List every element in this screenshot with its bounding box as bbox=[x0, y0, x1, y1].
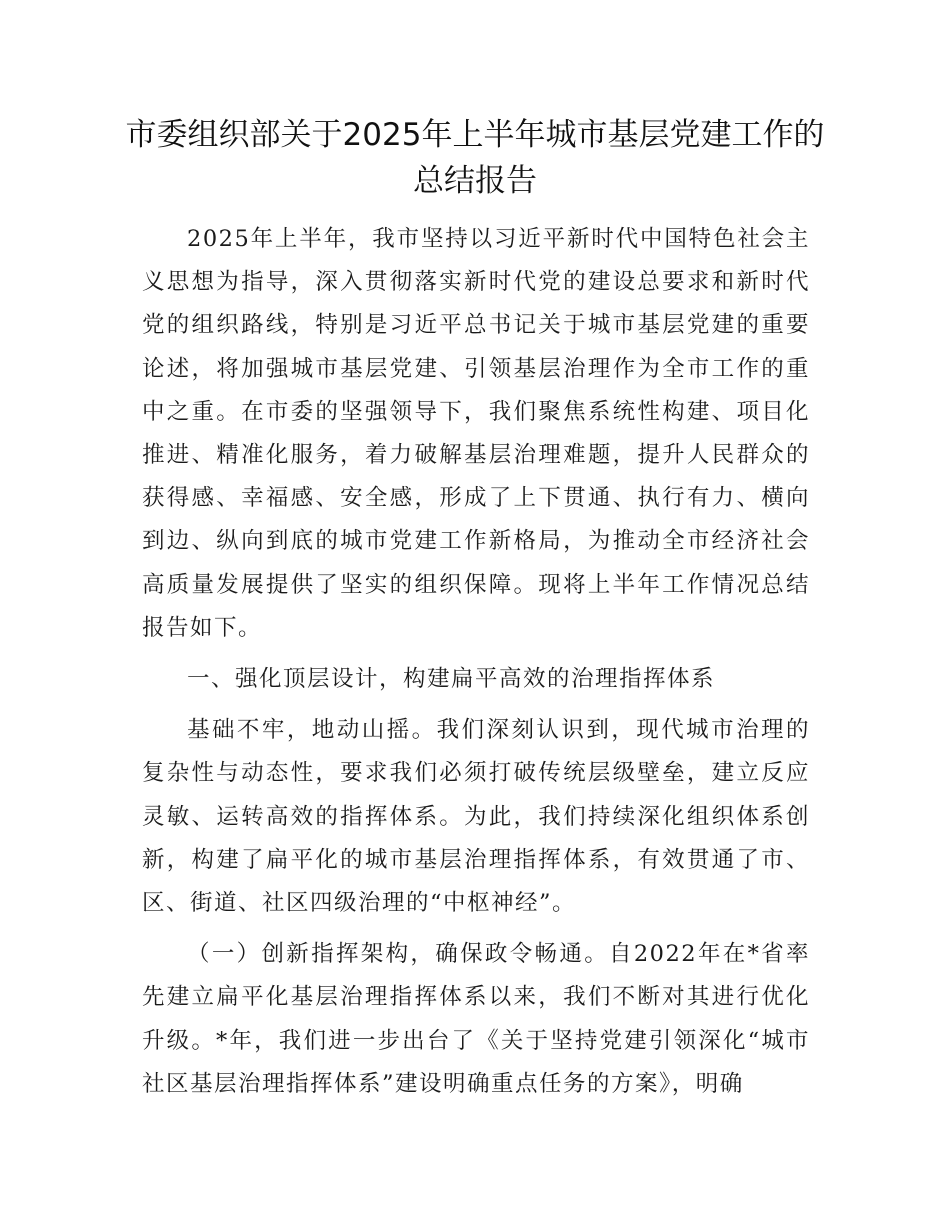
section-heading-1: 一、强化顶层设计，构建扁平高效的治理指挥体系 bbox=[187, 666, 716, 693]
document-body bbox=[142, 218, 810, 1106]
section-1-paragraph: 基础不牢，地动山摇。我们深刻认识到，现代城市治理的复杂性与动态性，要求我们必须打破传统层级壁垒，建立反应灵敏、运转高效的指挥体系。为此，我们持续深化组织体系创新，构建了扁平化的城市基层治理指挥体系，有效贯通了市、区、街道、社区四级治理的“中枢神经”。 bbox=[142, 717, 810, 917]
intro-paragraph: 2025年上半年，我市坚持以习近平新时代中国特色社会主义思想为指导，深入贯彻落实新时代党的建设总要求和新时代党的组织路线，特别是习近平总书记关于城市基层党建的重要论述，将加强城市基层党建、引领基层治理作为全市工作的重中之重。在市委的坚强领导下，我们聚焦系统性构建、项目化推进、精准化服务，着力破解基层治理难题，提升人民群众的获得感、幸福感、安全感，形成了上下贯通、执行有力、横向到边、纵向到底的城市党建工作新格局，为推动全市经济社会高质量发展提供了坚实的组织保障。现将上半年工作情况总结报告如下。 bbox=[142, 226, 810, 641]
document-title: 市委组织部关于2025年上半年城市基层党建工作的总结报告 bbox=[125, 117, 825, 199]
subsection-1-paragraph: （一）创新指挥架构，确保政令畅通。自2022年在*省率先建立扁平化基层治理指挥体系以来，我们不断对其进行优化升级。*年，我们进一步出台了《关于坚持党建引领深化“城市社区基层治理指挥体系”建设明确重点任务的方案》，明确 bbox=[142, 941, 810, 1097]
